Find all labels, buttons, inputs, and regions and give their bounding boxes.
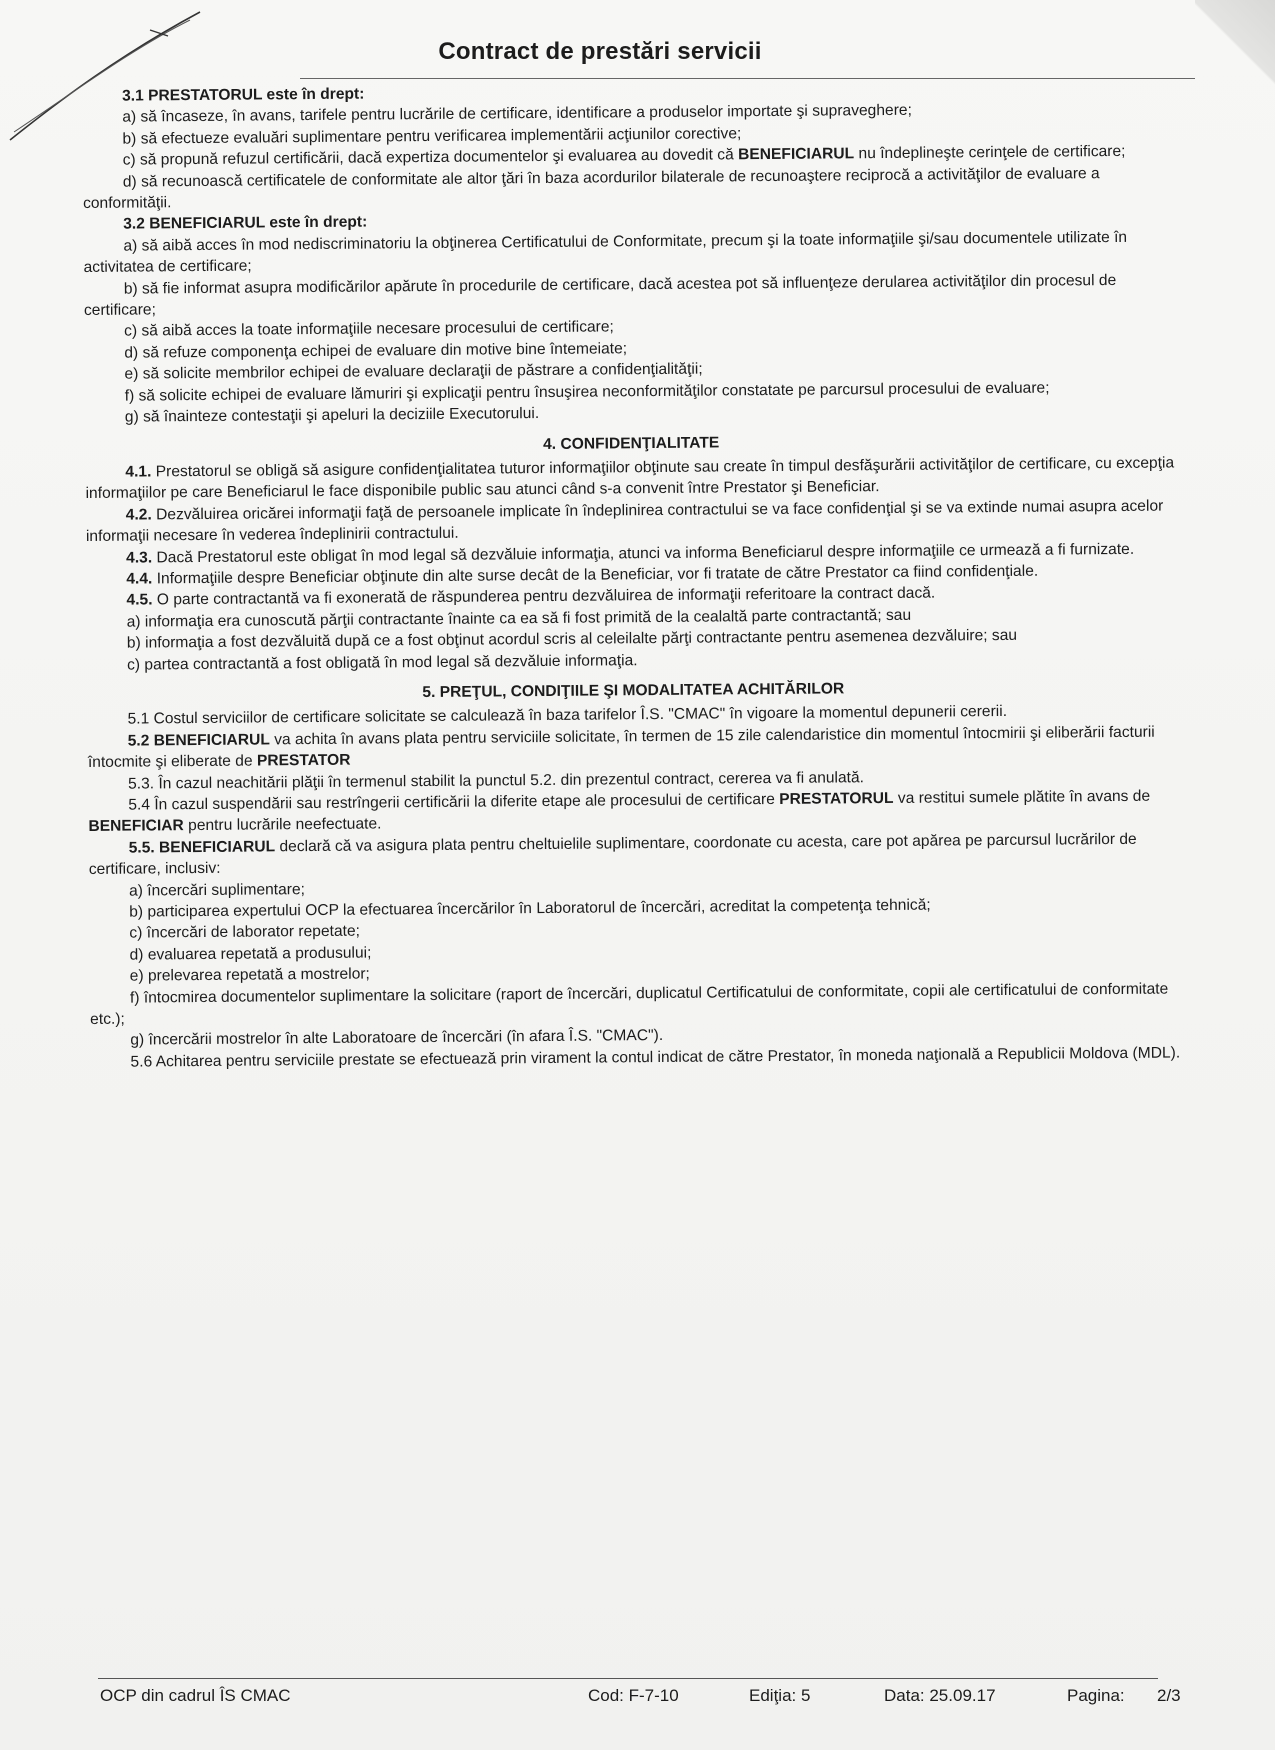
section-4-title: 4. CONFIDENŢIALITATE: [542, 433, 720, 453]
list-item: c) să propună refuzul certificării, dacă expertiza documentelor şi evaluarea au dovedit că BENEFICIARUL nu îndeplineşte cerinţele de certificare;: [122, 143, 1126, 169]
clause-4-2: 4.2. Dezvăluirea oricărei informaţii faţă de persoanele implicate în îndeplinirea contractului se va face confidenţial şi se va extinde numai asupra acelor informaţii necesare în vederea îndeplinirii contractului.: [85, 497, 1164, 546]
list-item: e) prelevarea repetată a mostrelor;: [129, 965, 370, 985]
list-item: a) încercări suplimentare;: [128, 880, 306, 900]
footer-page-number: 2/3: [1157, 1686, 1181, 1705]
list-item: a) să încaseze, în avans, tarifele pentru lucrările de certificare, identificare a produselor importate şi supraveghere;: [122, 102, 912, 127]
page-footer: [100, 1686, 1181, 1712]
list-item: g) să înainteze contestaţii şi apeluri la deciziile Executorului.: [124, 405, 540, 426]
footer-organization: OCP din cadrul ÎS CMAC: [100, 1686, 291, 1705]
list-item: f) întocmirea documentelor suplimentare la solicitare (raport de încercări, duplicatul Certificatului de conformitate, copii ale certificatului de conformitate etc.);: [90, 980, 1169, 1029]
list-item: d) evaluarea repetată a produsului;: [129, 944, 372, 964]
list-item: f) să solicite echipei de evaluare lămuriri şi explicaţii pentru însuşirea neconformităţilor constatate pe parcursul procesului de evaluare;: [124, 379, 1050, 405]
list-item: b) să fie informat asupra modificărilor apărute în procedurile de certificare, dacă acestea pot să influenţeze derularea activităţilor din procesul de certificare;: [83, 271, 1117, 320]
clause-4-5: 4.5. O parte contractantă va fi exonerată de răspunderea pentru dezvăluirea de informaţii referitoare la contract dacă.: [126, 584, 936, 609]
list-item: b) informaţia a fost dezvăluită după ce a fost obţinut acordul scris al celeilalte părţi contractante pentru asemenea dezvăluire; sau: [126, 627, 1018, 652]
footer-code: Cod: F-7-10: [588, 1686, 679, 1705]
footer-edition: Ediţia: 5: [749, 1686, 811, 1705]
clause-5-1: 5.1 Costul serviciilor de certificare solicitate se calculează în baza tarifelor Î.S. "CMAC" în vigoare la momentul depunerii cererii.: [127, 703, 1008, 729]
page-corner-fold: [1195, 0, 1275, 90]
clause-5-5: 5.5. BENEFICIARUL declară că va asigura plata pentru cheltuielile suplimentare, coordonate cu acesta, care pot apărea pe parcursul lucrărilor de certificare, inclusiv:: [88, 830, 1137, 879]
footer-date: Data: 25.09.17: [884, 1686, 996, 1705]
footer-divider: [98, 1678, 1158, 1679]
clause-4-3: 4.3. Dacă Prestatorul este obligat în mod legal să dezvăluie informaţia, atunci va informa Beneficiarul despre informaţiile ce urmează a fi furnizate.: [126, 540, 1135, 567]
list-item: g) încercării mostrelor în alte Laboratoare de încercări (în afara Î.S. "CMAC").: [130, 1027, 664, 1050]
list-item: d) să refuze componenţa echipei de evaluare din motive bine întemeiate;: [124, 340, 628, 362]
contract-body: [82, 76, 1183, 1073]
list-item: a) informaţia era cunoscută părţii contractante înainte ca ea să fi fost primită de la cealaltă parte contractantă; sau: [126, 606, 912, 631]
clause-5-4: 5.4 În cazul suspendării sau restrîngerii certificării la diferite etape ale procesului de certificare PRESTATORUL va restitui sumele plătite în avans de BENEFICIAR pentru lucrările neefectuate.: [88, 787, 1151, 836]
list-item: c) partea contractantă a fost obligată în mod legal să dezvăluie informaţia.: [126, 651, 638, 674]
page-title: Contract de prestări servicii: [438, 38, 762, 65]
list-item: b) participarea expertului OCP la efectuarea încercărilor în Laboratorul de încercări, acreditat la competenţa tehnică;: [129, 896, 931, 921]
list-item: a) să aibă acces în mod nediscriminatoriu la obţinerea Certificatului de Conformitate, precum şi la toate informaţiile şi/sau documentele utilizate în activitatea de certificare;: [83, 228, 1128, 277]
section-3-2-title: 3.2 BENEFICIARUL este în drept:: [123, 213, 368, 234]
list-item: b) să efectueze evaluări suplimentare pentru verificarea implementării acţiunilor corective;: [122, 125, 742, 148]
clause-4-4: 4.4. Informaţiile despre Beneficiar obţinute din alte surse decât de la Beneficiar, vor fi tratate de către Prestator ca fiind confidenţiale.: [126, 562, 1039, 588]
clause-4-1: 4.1. Prestatorul se obligă să asigure confidenţialitatea tuturor informaţiilor obţinute sau create în timpul desfăşurării activităţilor de certificare, cu excepţia informaţiilor pe care Beneficiarul le face disponibile public sau atunci când s-a convenit între Prestator şi Beneficiar.: [85, 454, 1175, 503]
clause-5-6: 5.6 Achitarea pentru serviciile prestate se efectuează prin virament la contul indicat de către Prestator, în moneda naţională a Republicii Moldova (MDL).: [130, 1044, 1181, 1071]
list-item: e) să solicite membrilor echipei de evaluare declaraţii de păstrare a confidenţialităţii;: [124, 360, 703, 383]
list-item: c) încercări de laborator repetate;: [129, 923, 361, 943]
list-item: d) să recunoască certificatele de conformitate ale altor ţări în baza acordurilor bilaterale de recunoaştere reciprocă a activităţilor de evaluare a conformităţii.: [82, 164, 1100, 213]
footer-page-label: Pagina:: [1067, 1686, 1125, 1705]
section-3-1-title: 3.1 PRESTATORUL este în drept:: [122, 85, 365, 105]
clause-5-3: 5.3. În cazul neachitării plăţii în termenul stabilit la punctul 5.2. din prezentul contract, cererea va fi anulată.: [128, 768, 865, 793]
list-item: c) să aibă acces la toate informaţiile necesare procesului de certificare;: [124, 318, 614, 341]
section-5-title: 5. PREŢUL, CONDIŢIILE ŞI MODALITATEA ACHITĂRILOR: [422, 680, 845, 702]
clause-5-2: 5.2 BENEFICIARUL va achita în avans plata pentru serviciile solicitate, în termen de 15 zile calendaristice din momentul întocmirii şi eliberării facturii întocmite şi eliberate de PRESTATOR: [87, 723, 1155, 772]
